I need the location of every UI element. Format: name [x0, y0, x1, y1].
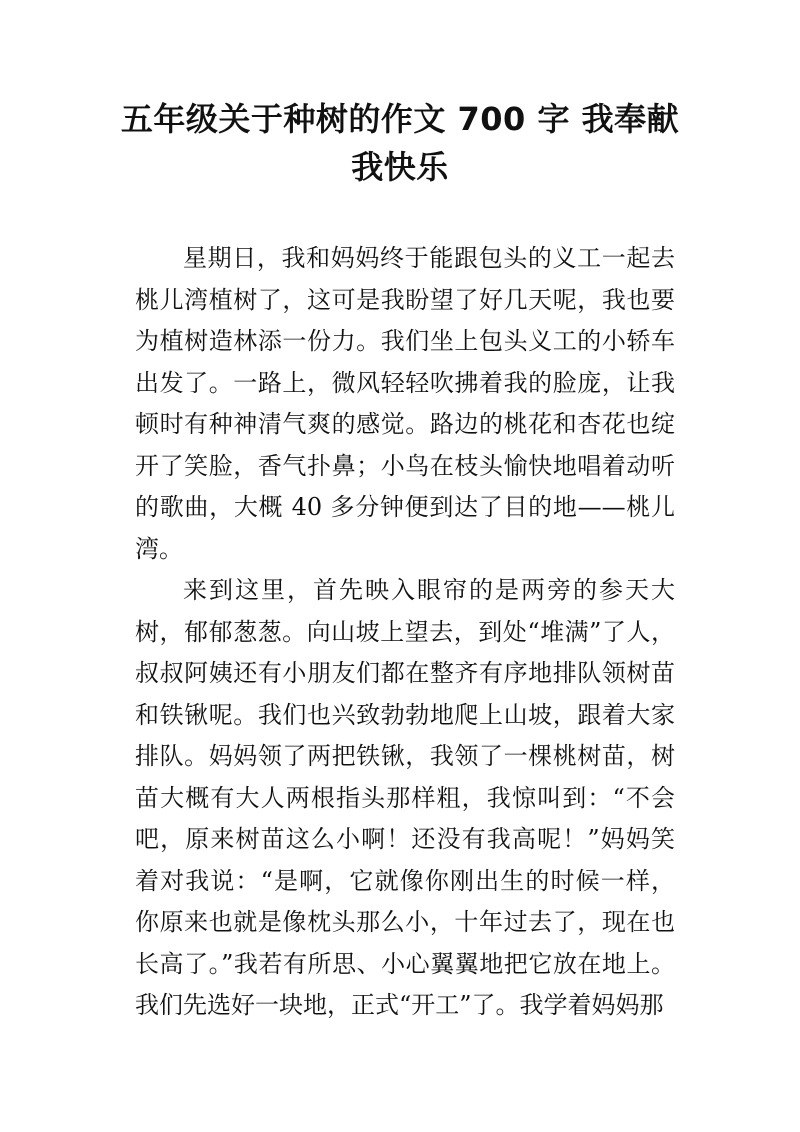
- title-line-2: 我快乐: [351, 148, 449, 186]
- title-line-1: 五年级关于种树的作文 700 字 我奉献: [120, 100, 680, 138]
- document-title: [120, 95, 680, 191]
- document-body: [135, 238, 675, 1027]
- paragraph-2: 来到这里，首先映入眼帘的是两旁的参天大树，郁郁葱葱。向山坡上望去，到处“堆满”了人，叔叔阿姨还有小朋友们都在整齐有序地排队领树苗和铁锹呢。我们也兴致勃勃地爬上山坡，跟着大家排队。妈妈领了两把铁锹，我领了一棵桃树苗，树苗大概有大人两根指头那样粗，我惊叫到：“不会吧，原来树苗这么小啊！还没有我高呢！”妈妈笑着对我说：“是啊，它就像你刚出生的时候一样，你原来也就是像枕头那么小，十年过去了，现在也长高了。”我若有所思、小心翼翼地把它放在地上。我们先选好一块地，正式“开工”了。我学着妈妈那: [135, 576, 675, 1019]
- paragraph-1: 星期日，我和妈妈终于能跟包头的义工一起去桃儿湾植树了，这可是我盼望了好几天呢，我也要为植树造林添一份力。我们坐上包头义工的小轿车出发了。一路上，微风轻轻吹拂着我的脸庞，让我顿时有种神清气爽的感觉。路边的桃花和杏花也绽开了笑脸，香气扑鼻；小鸟在枝头愉快地唱着动听的歌曲，大概 40 多分钟便到达了目的地——桃儿湾。: [135, 244, 675, 563]
